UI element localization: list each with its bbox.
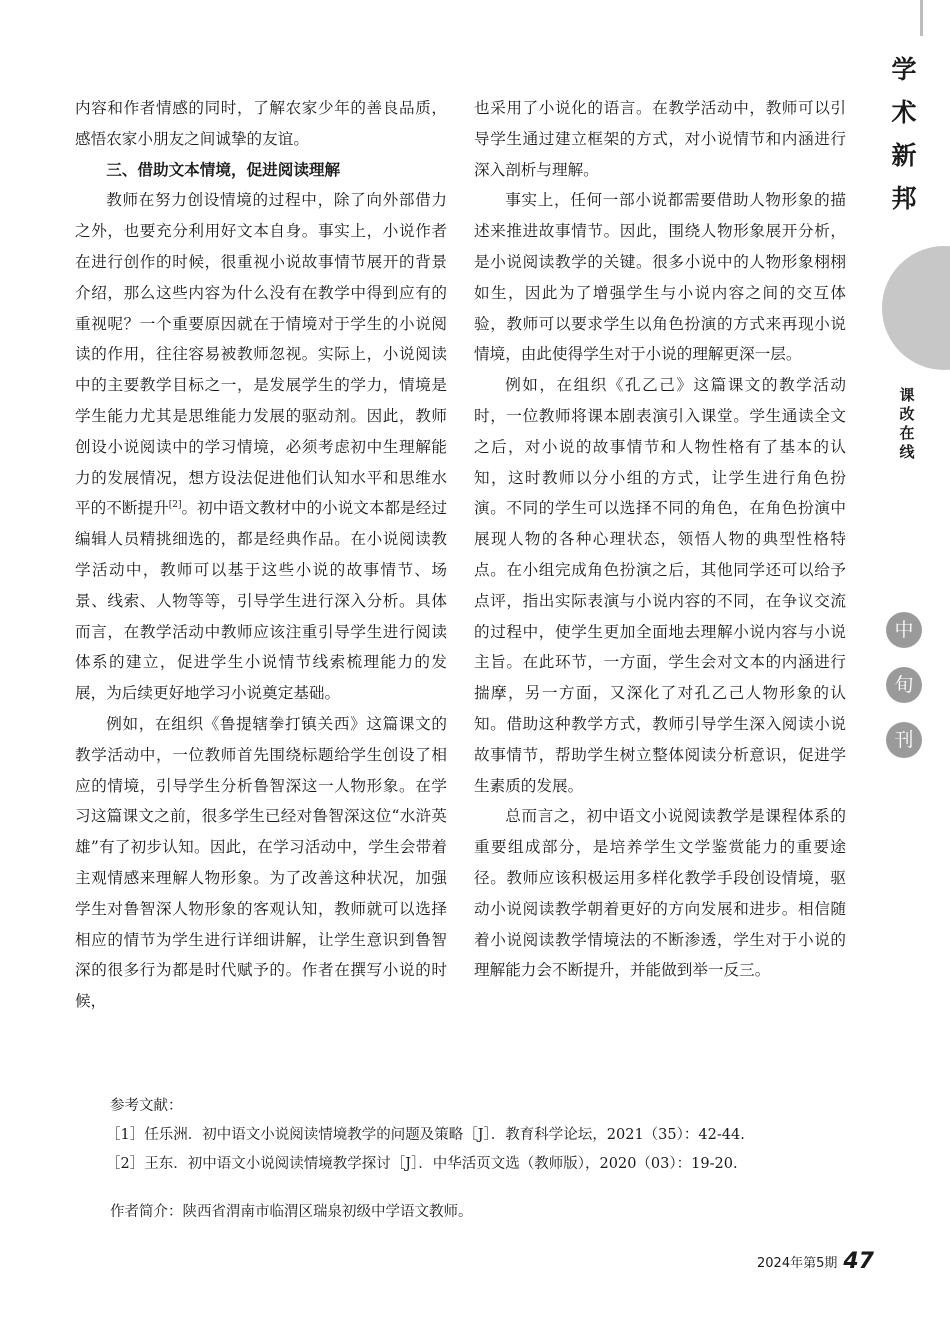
badge-circle-kan: 刊 <box>886 722 922 758</box>
badge-circle-xun: 旬 <box>886 667 922 703</box>
right-column <box>474 93 846 986</box>
top-edge-rule <box>920 0 923 36</box>
reference-item-2: ［2］王东．初中语文小说阅读情境教学探讨［J］．中华活页文选（教师版），2020（03）：19-20. <box>106 1156 738 1172</box>
sidebar-section-label <box>896 386 918 462</box>
badge-circle-zhong: 中 <box>886 612 922 648</box>
sidebar-section-char: 改 <box>899 405 915 423</box>
references-title: 参考文献： <box>110 1098 183 1114</box>
left-column <box>75 93 447 1017</box>
sidebar-section-char: 在 <box>899 424 915 442</box>
left-paragraph-2 <box>75 185 447 709</box>
author-note: 作者简介：陕西省渭南市临渭区瑞泉初级中学语文教师。 <box>110 1204 473 1220</box>
references <box>106 1092 870 1179</box>
sidebar-title-char: 新 <box>891 141 917 170</box>
left-paragraph-2-part-b: 。初中语文教材中的小说文本都是经过编辑人员精挑细选的，都是经典作品。在小说阅读教学活动中，教师可以基于这些小说的故事情节、场景、线索、人物等等，引导学生进行深入分析。具体而言，在教学活动中教师应该注重引导学生进行阅读体系的建立，促进学生小说情节线索梳理能力的发展，为后续更好地学习小说奠定基础。 <box>75 499 447 703</box>
right-paragraph-4: 总而言之，初中语文小说阅读教学是课程体系的重要组成部分，是培养学生文学鉴赏能力的重要途径。教师应该积极运用多样化教学手段创设情境，驱动小说阅读教学朝着更好的方向发展和进步。相信随着小说阅读教学情境法的不断渗透，学生对于小说的理解能力会不断提升，并能做到举一反三。 <box>474 807 846 980</box>
page-footer <box>757 1249 874 1274</box>
right-paragraph-1: 也采用了小说化的语言。在教学活动中，教师可以引导学生通过建立框架的方式，对小说情节和内涵进行深入剖析与理解。 <box>474 99 846 179</box>
right-paragraph-3: 例如，在组织《孔乙己》这篇课文的教学活动时，一位教师将课本剧表演引入课堂。学生通读全文之后，对小说的故事情节和人物性格有了基本的认知，这时教师以分小组的方式，让学生进行角色扮演。不同的学生可以选择不同的角色，在角色扮演中展现人物的各种心理状态，领悟人物的典型性格特点。在小组完成角色扮演之后，其他同学还可以给予点评，指出实际表演与小说内容的不同，在争议交流的过程中，使学生更加全面地去理解小说内容与小说主旨。在此环节，一方面，学生会对文本的内涵进行揣摩，另一方面，又深化了对孔乙己人物形象的认知。借助这种教学方式，教师引导学生深入阅读小说故事情节，帮助学生树立整体阅读分析意识，促进学生素质的发展。 <box>474 376 846 795</box>
reference-item-1: ［1］任乐洲．初中语文小说阅读情境教学的问题及策略［J］．教育科学论坛，2021（35）：42-44. <box>106 1127 745 1143</box>
sidebar-title-char: 术 <box>891 98 917 127</box>
issue-label: 2024年第5期 <box>757 1256 838 1271</box>
sidebar-title-char: 邦 <box>891 184 917 213</box>
page-number: 47 <box>843 1249 874 1274</box>
sidebar-section-char: 课 <box>899 386 915 404</box>
sidebar-column-title <box>882 48 926 220</box>
section-heading: 三、借助文本情境，促进阅读理解 <box>106 160 341 179</box>
citation-marker: [2] <box>168 500 182 511</box>
left-paragraph-1: 内容和作者情感的同时，了解农家少年的善良品质，感悟农家小朋友之间诚挚的友谊。 <box>75 99 447 148</box>
sidebar-title-char: 学 <box>891 55 917 84</box>
sidebar-section-char: 线 <box>899 443 915 461</box>
left-paragraph-3: 例如，在组织《鲁提辖拳打镇关西》这篇课文的教学活动中，一位教师首先围绕标题给学生创设了相应的情境，引导学生分析鲁智深这一人物形象。在学习这篇课文之前，很多学生已经对鲁智深这位“水浒英雄”有了初步认知。因此，在学习活动中，学生会带着主观情感来理解人物形象。为了改善这种状况，加强学生对鲁智深人物形象的客观认知，教师就可以选择相应的情节为学生进行详细讲解，让学生意识到鲁智深的很多行为都是时代赋予的。作者在撰写小说的时候， <box>75 714 447 1011</box>
right-paragraph-2: 事实上，任何一部小说都需要借助人物形象的描述来推进故事情节。因此，围绕人物形象展开分析，是小说阅读教学的关键。很多小说中的人物形象栩栩如生，因此为了增强学生与小说内容之间的交互体验，教师可以要求学生以角色扮演的方式来再现小说情境，由此使得学生对于小说的理解更深一层。 <box>474 191 846 364</box>
left-paragraph-2-part-a: 教师在努力创设情境的过程中，除了向外部借力之外，也要充分利用好文本自身。事实上，小说作者在进行创作的时候，很重视小说故事情节展开的背景介绍，那么这些内容为什么没有在教学中得到应有的重视呢？一个重要原因就在于情境对于学生的小说阅读的作用，往往容易被教师忽视。实际上，小说阅读中的主要教学目标之一，是发展学生的学力，情境是学生能力尤其是思维能力发展的驱动剂。因此，教师创设小说阅读中的学习情境，必须考虑初中生理解能力的发展情况，想方设法促进他们认知水平和思维水平的不断提升 <box>75 191 447 518</box>
decorative-gray-circle <box>882 246 950 370</box>
